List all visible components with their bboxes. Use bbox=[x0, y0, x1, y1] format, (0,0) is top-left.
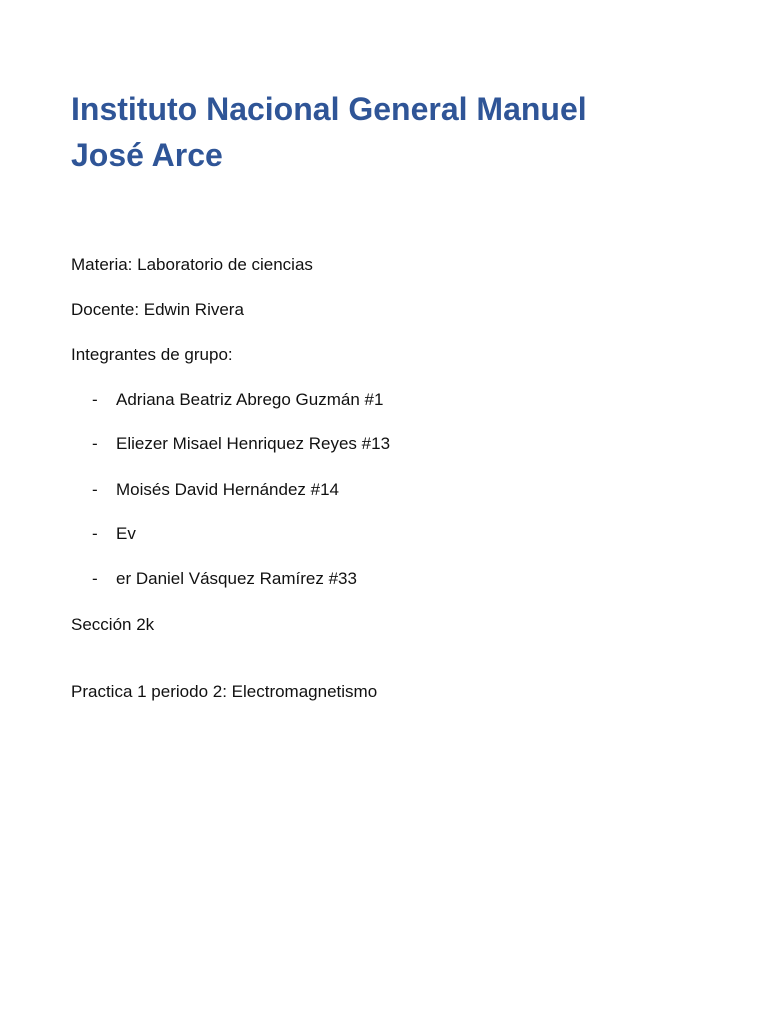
list-item bbox=[92, 523, 136, 545]
member-name: Adriana Beatriz Abrego Guzmán #1 bbox=[116, 390, 384, 409]
list-item bbox=[92, 389, 383, 411]
list-item bbox=[92, 479, 339, 501]
document-title bbox=[71, 86, 671, 178]
practica-line: Practica 1 periodo 2: Electromagnetismo bbox=[71, 682, 378, 701]
integrantes-label: Integrantes de grupo: bbox=[71, 345, 233, 364]
title-line-2: José Arce bbox=[71, 137, 223, 173]
list-marker: - bbox=[92, 480, 98, 499]
list-marker: - bbox=[92, 524, 98, 543]
list-marker: - bbox=[92, 390, 98, 409]
materia-line: Materia: Laboratorio de ciencias bbox=[71, 255, 313, 274]
list-item bbox=[92, 433, 390, 455]
list-marker: - bbox=[92, 569, 98, 588]
member-name: Ev bbox=[116, 524, 136, 543]
seccion-line: Sección 2k bbox=[71, 615, 155, 634]
list-marker: - bbox=[92, 434, 98, 453]
member-name: er Daniel Vásquez Ramírez #33 bbox=[116, 569, 357, 588]
list-item bbox=[92, 568, 357, 590]
member-name: Eliezer Misael Henriquez Reyes #13 bbox=[116, 434, 391, 453]
title-line-1: Instituto Nacional General Manuel bbox=[71, 91, 587, 127]
member-name: Moisés David Hernández #14 bbox=[116, 480, 340, 499]
docente-line: Docente: Edwin Rivera bbox=[71, 300, 244, 319]
